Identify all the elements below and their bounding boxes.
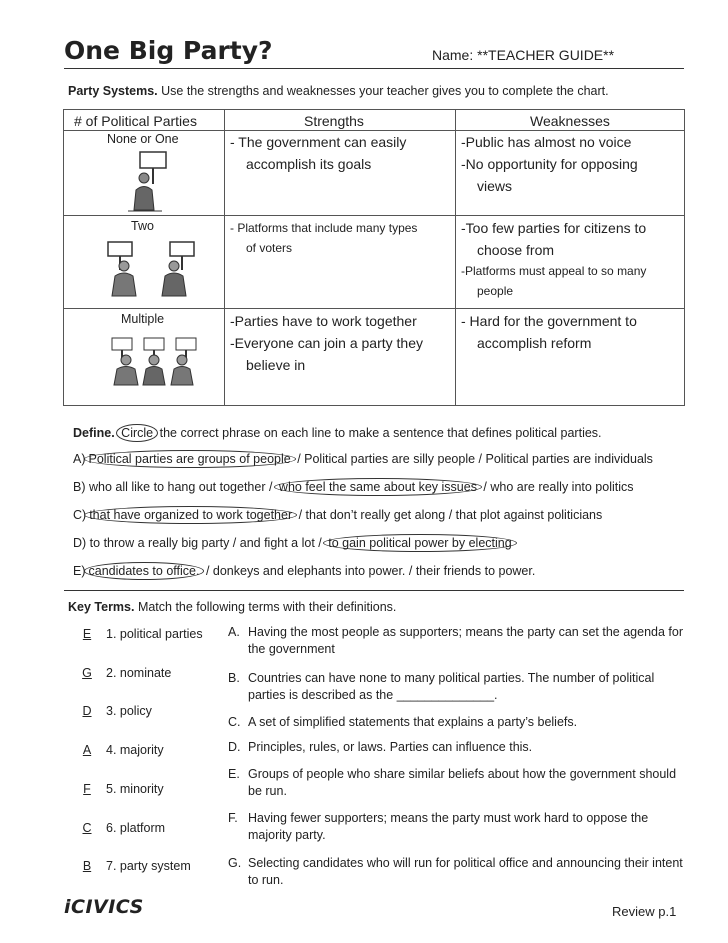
icivics-logo: iCIVICS [64, 896, 144, 918]
circle-word: Circle [116, 424, 158, 442]
phrase-option[interactable]: donkeys and elephants into power. [212, 564, 406, 578]
term-row [68, 821, 165, 835]
party-systems-instruction-text: Use the strengths and weaknesses your teacher gives you to complete the chart. [157, 84, 609, 98]
row-count-label: Two [131, 219, 154, 233]
term-label: 5. minority [106, 782, 164, 796]
definition-item [228, 766, 683, 800]
definition-item [228, 855, 683, 889]
row-weaknesses [461, 217, 685, 301]
column-header-weaknesses: Weaknesses [530, 113, 610, 129]
strength-line: - The government can easily [230, 134, 407, 150]
definition-item [228, 714, 683, 731]
definition-letter: E. [228, 767, 240, 781]
party-systems-heading: Party Systems. [68, 84, 158, 98]
definition-item [228, 810, 683, 844]
term-label: 4. majority [106, 743, 164, 757]
strength-line: -Everyone can join a party they [230, 335, 423, 351]
party-systems-table [63, 109, 685, 406]
phrase-option[interactable]: their friends to power. [415, 564, 536, 578]
term-row [68, 782, 164, 796]
definition-letter: D. [228, 740, 241, 754]
header-divider [64, 68, 684, 69]
phrase-option[interactable]: Political parties are individuals [485, 452, 653, 466]
definition-text: Countries can have none to many political parties. The number of political parties is described as the ______________. [248, 671, 655, 702]
strength-line: accomplish its goals [246, 156, 372, 172]
definition-letter: B. [228, 671, 240, 685]
define-instruction-text: the correct phrase on each line to make a sentence that defines political parties. [156, 426, 602, 440]
table-divider [455, 110, 456, 405]
line-prefix: B) [73, 480, 89, 494]
section-divider [64, 590, 684, 591]
answer-blank[interactable]: A [82, 743, 92, 757]
phrase-option-correct[interactable]: Political parties are groups of people [84, 450, 296, 468]
column-header-strengths: Strengths [304, 113, 364, 129]
weakness-line: views [477, 178, 513, 194]
answer-blank[interactable]: F [83, 782, 91, 796]
definition-text: Having fewer supporters; means the party must work hard to oppose the majority party. [248, 811, 649, 842]
weakness-line: -Platforms must appeal to so many [461, 264, 647, 278]
weakness-line: -Public has almost no voice [461, 134, 632, 150]
key-terms-heading: Key Terms. [68, 600, 135, 614]
strength-line: -Parties have to work together [230, 313, 417, 329]
answer-blank[interactable]: C [82, 821, 92, 835]
single-person-sign-icon [126, 150, 168, 212]
definition-letter: C. [228, 715, 241, 729]
weakness-line: choose from [477, 242, 555, 258]
define-line: A) Political parties are groups of people / Political parties are silly people / Political parties are individuals [73, 452, 653, 466]
key-terms-instruction-text: Match the following terms with their definitions. [134, 600, 397, 614]
answer-blank[interactable]: B [82, 859, 92, 873]
term-row [68, 666, 171, 680]
row-strengths [230, 218, 454, 258]
weakness-line: - Hard for the government to [461, 313, 637, 329]
line-prefix: D) [73, 536, 90, 550]
table-divider [224, 110, 225, 405]
definition-text: A set of simplified statements that explains a party’s beliefs. [248, 715, 578, 729]
answer-blank[interactable]: G [82, 666, 92, 680]
answer-blank[interactable]: E [82, 627, 92, 641]
definition-item [228, 670, 683, 704]
line-prefix: C) [73, 508, 87, 522]
definition-text: Having the most people as supporters; means the party can set the agenda for the government [248, 625, 683, 656]
table-divider [64, 215, 684, 216]
definition-text: Selecting candidates who will run for political office and announcing their intent to run. [248, 856, 683, 887]
row-strengths [230, 310, 454, 376]
two-people-signs-icon [106, 240, 198, 298]
table-divider [64, 308, 684, 309]
weakness-line: -No opportunity for opposing [461, 156, 638, 172]
term-label: 1. political parties [106, 627, 203, 641]
key-terms-instructions [68, 600, 396, 614]
term-row [68, 859, 191, 873]
name-field: Name: **TEACHER GUIDE** [432, 47, 615, 63]
column-header-count: # of Political Parties [74, 113, 197, 129]
weakness-line: people [477, 284, 514, 298]
definition-letter: G. [228, 856, 242, 870]
term-label: 2. nominate [106, 666, 172, 680]
phrase-option-correct[interactable]: who feel the same about key issues [274, 478, 482, 496]
phrase-option[interactable]: who all like to hang out together [88, 480, 266, 494]
define-line: C) that have organized to work together / that don’t really get along / that plot against politicians [73, 508, 603, 522]
phrase-option[interactable]: to throw a really big party [89, 536, 230, 550]
party-systems-instructions [68, 84, 609, 98]
page-number: Review p.1 [612, 904, 677, 919]
strength-line: - Platforms that include many types [230, 221, 418, 235]
phrase-option-correct[interactable]: to gain political power by electing [323, 534, 516, 552]
term-row [68, 743, 164, 757]
line-prefix: A) [73, 452, 86, 466]
phrase-option[interactable]: that don’t really get along [305, 508, 446, 522]
weakness-line: accomplish reform [477, 335, 592, 351]
phrase-option-correct[interactable]: that have organized to work together [84, 506, 297, 524]
line-prefix: E) [73, 564, 86, 578]
answer-blank[interactable]: D [82, 704, 92, 718]
term-row [68, 627, 203, 641]
define-line: B) who all like to hang out together / who feel the same about key issues / who are really into politics [73, 480, 634, 494]
page-title: One Big Party? [64, 36, 273, 65]
term-label: 3. policy [106, 704, 152, 718]
define-heading: Define. [73, 426, 115, 440]
row-count-label: Multiple [121, 312, 165, 326]
phrase-option[interactable]: Political parties are silly people [304, 452, 476, 466]
row-weaknesses [461, 131, 683, 197]
strength-line: of voters [246, 241, 293, 255]
term-label: 7. party system [106, 859, 191, 873]
strength-line: believe in [246, 357, 306, 373]
define-instructions [73, 426, 602, 440]
phrase-option[interactable]: who are really into politics [490, 480, 634, 494]
definition-letter: A. [228, 625, 240, 639]
row-weaknesses [461, 310, 685, 354]
definition-text: Principles, rules, or laws. Parties can influence this. [248, 740, 533, 754]
phrase-option-correct[interactable]: candidates to office. [84, 562, 205, 580]
define-line: D) to throw a really big party / and fight a lot / to gain political power by electing [73, 536, 515, 550]
define-line: E) candidates to office. / donkeys and elephants into power. / their friends to power. [73, 564, 536, 578]
definition-letter: F. [228, 811, 238, 825]
row-strengths [230, 131, 452, 175]
phrase-option[interactable]: and fight a lot [239, 536, 315, 550]
term-label: 6. platform [106, 821, 166, 835]
weakness-line: -Too few parties for citizens to [461, 220, 647, 236]
definition-item [228, 624, 683, 658]
crowd-signs-icon [110, 336, 200, 386]
definition-text: Groups of people who share similar beliefs about how the government should be run. [248, 767, 677, 798]
phrase-option[interactable]: that plot against politicians [455, 508, 603, 522]
row-count-label: None or One [107, 132, 179, 146]
definition-item [228, 739, 683, 756]
term-row [68, 704, 152, 718]
